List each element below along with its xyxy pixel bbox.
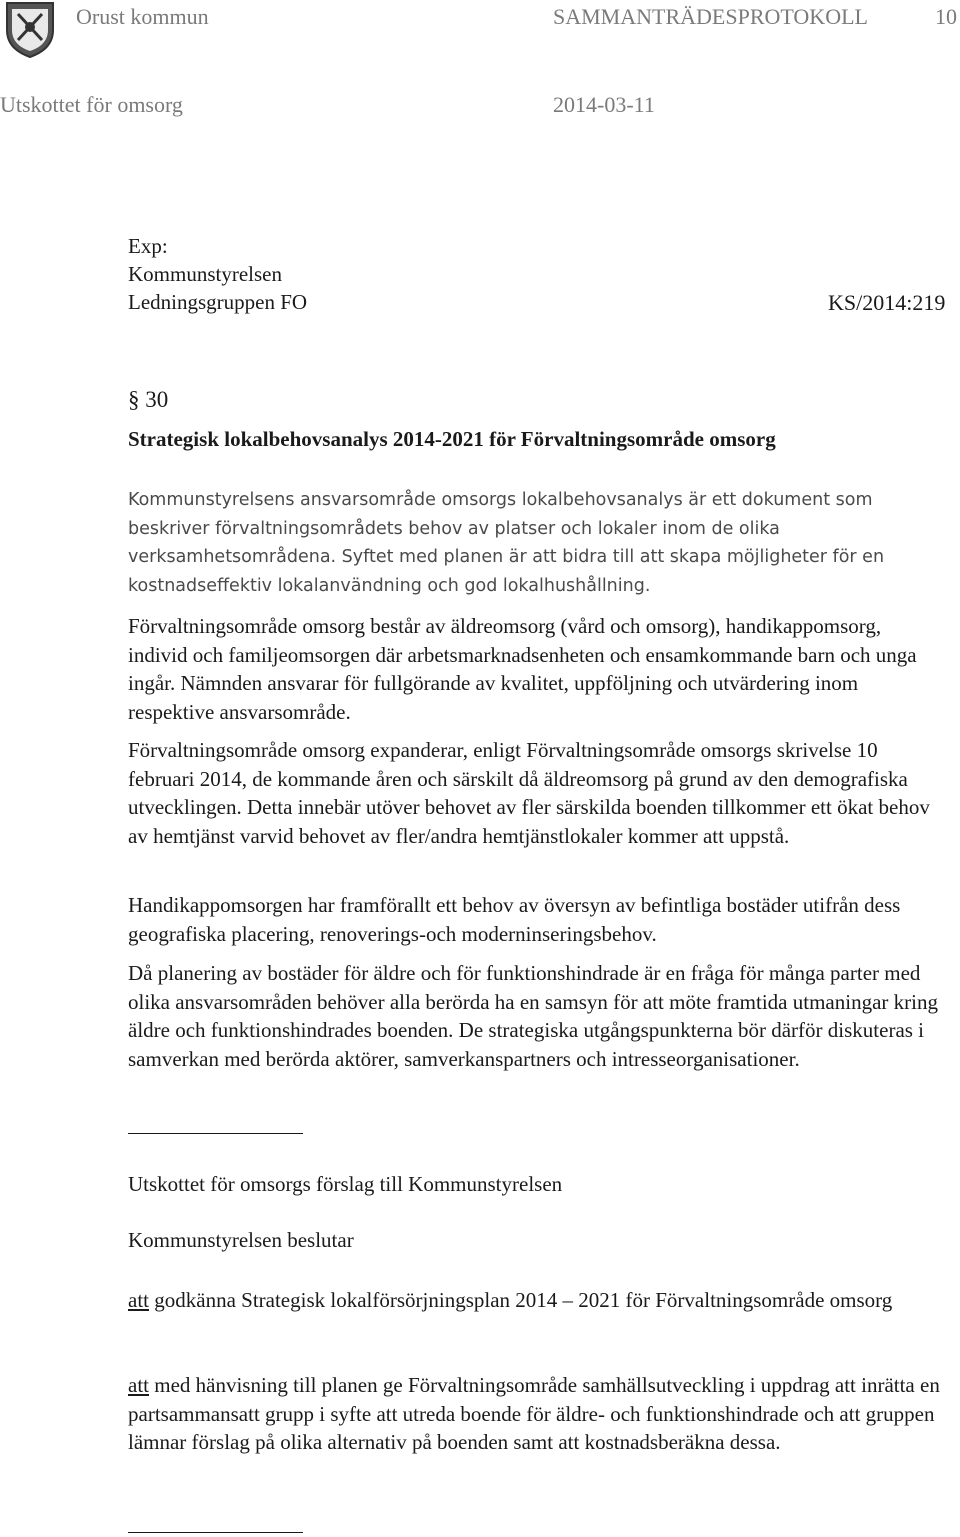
proposal-heading: Utskottet för omsorgs förslag till Kommunstyrelsen (128, 1172, 563, 1196)
section-divider (128, 1133, 303, 1134)
decision-item (128, 1286, 940, 1315)
decision-heading: Kommunstyrelsen beslutar (128, 1228, 354, 1252)
intro-line: beskriver förvaltningsområdets behov av platser och lokaler inom de olika (128, 518, 780, 539)
committee-name: Utskottet för omsorg (0, 92, 183, 117)
intro-line-text: verksamhetsområdena. (128, 547, 337, 568)
section-number: 30 (145, 387, 169, 412)
case-number: KS/2014:219 (828, 290, 946, 315)
municipality-name: Orust kommun (76, 4, 209, 29)
section-marker (128, 387, 168, 413)
intro-line (128, 543, 940, 572)
intro-continuation: Syftet med planen är att bidra till att skapa möjligheter för en (336, 547, 885, 568)
decision-item (128, 1371, 940, 1457)
document-title: Strategisk lokalbehovsanalys 2014-2021 för Förvaltningsområde omsorg (128, 427, 776, 451)
page-number: 10 (935, 4, 957, 29)
intro-paragraph (128, 486, 940, 600)
body-paragraph: Förvaltningsområde omsorg expanderar, enligt Förvaltningsområde omsorgs skrivelse 10 februari 2014, de kommande åren och särskilt då äldreomsorg på grund av den demografiska utvecklingen. Detta innebär utöver behovet av fler särskilda boenden tillkommer ett ökat behov av hemtjänst varvid behovet av fler/andra hemtjänstlokaler kommer att uppstå. (128, 738, 930, 848)
distribution-recipient: Kommunstyrelsen (128, 262, 282, 286)
body-paragraph: Då planering av bostäder för äldre och för funktionshindrade är en fråga för många parter med olika ansvarsområden behöver alla berörda ha en samsyn för att möte framtida utmaningar kring äldre och funktionshindrades boenden. De strategiska utgångspunkterna bör därför diskuteras i samverkan med berörda aktörer, samverkanspartners och intresseorganisationer. (128, 961, 938, 1071)
decision-text: med hänvisning till planen ge Förvaltningsområde samhällsutveckling i uppdrag att inrätta en partsammansatt grupp i syfte att utreda boende för äldre- och funktionshindrade och att gruppen lämnar förslag på olika alternativ på boenden samt att kostnadsberäkna dessa. (128, 1373, 940, 1455)
body-paragraph: Handikappomsorgen har framförallt ett behov av översyn av befintliga bostäder utifrån dess geografiska placering, renoverings-och moderninseringsbehov. (128, 893, 901, 946)
meeting-date: 2014-03-11 (553, 92, 655, 117)
protocol-title: SAMMANTRÄDESPROTOKOLL (553, 4, 868, 29)
decision-keyword: att (128, 1373, 149, 1397)
intro-line: Kommunstyrelsens ansvarsområde omsorgs lokalbehovsanalys är ett dokument som (128, 490, 873, 510)
section-divider (128, 1532, 303, 1533)
section-symbol: § (128, 387, 140, 412)
distribution-recipient: Ledningsgruppen FO (128, 290, 308, 314)
distribution-label: Exp: (128, 234, 168, 258)
body-paragraph: Förvaltningsområde omsorg består av äldreomsorg (vård och omsorg), handikappomsorg, individ och familjeomsorgen där arbetsmarknadsenheten och ensamkommande barn och unga ingår. Nämnden ansvarar för fullgörande av kvalitet, uppföljning och utvärdering inom respektive ansvarsområde. (128, 614, 917, 724)
decision-keyword: att (128, 1288, 149, 1312)
intro-line: kostnadseffektiv lokalanvändning och god lokalhushållning. (128, 575, 651, 596)
municipality-coat-of-arms-logo (4, 0, 56, 58)
decision-text: godkänna Strategisk lokalförsörjningsplan 2014 – 2021 för Förvaltningsområde omsorg (149, 1288, 893, 1312)
